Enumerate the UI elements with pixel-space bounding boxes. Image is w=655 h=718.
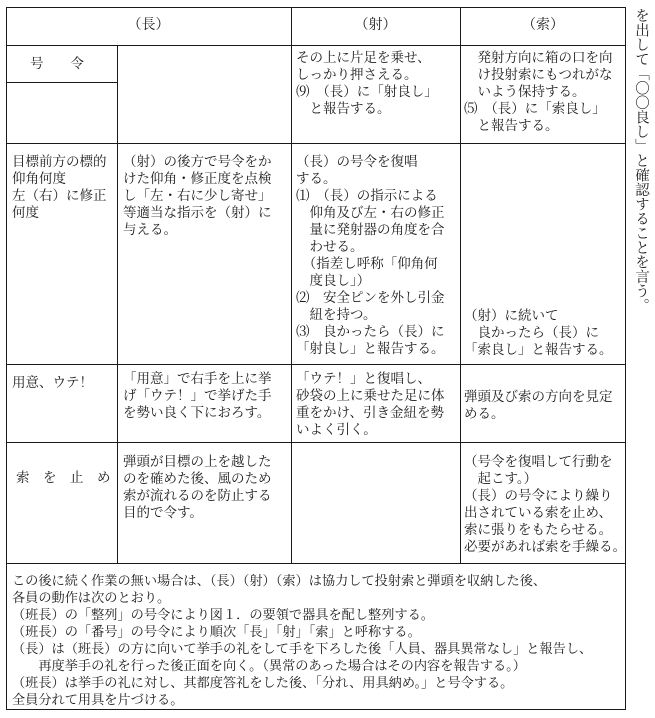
- youi-saku-text: 弾頭及び索の方向を見定 める。: [464, 389, 613, 422]
- footer-text: この後に続く作業の無い場合は、（長）（射）（索）は協力して投射索と弾頭を収納した後、 各員の動作は次のとおり。 （班長）の「整列」の号令により図１．の要領で器具を配し整列する。 （班長）の「番号」の号令により順次「長」「射」「索」と呼称する。 （長）は（班長）の方に向いて挙手の礼をして手を下ろした後「人員、器具異常なし」と報告し、 再度挙手の礼を行った後正面を向く。（異常のあった場合はその内容を報告する。） （班長）は挙手の礼に対し、其都度答礼をした後、「分れ、用具納め。」と号令する。 全員分れて用具を片づける。: [12, 574, 593, 708]
- youi-sha-text: 「ウテ！」と復唱し、 砂袋の上に乗せた足に体 重をかけ、引き金紐を勢 いよく引く。: [296, 371, 445, 438]
- rule-col1: [117, 45, 118, 563]
- mokuhyo-label: 目標前方の標的 仰角何度 左（右）に修正 何度: [12, 154, 107, 221]
- sakuwotome-label: 索 を 止 め: [16, 470, 111, 486]
- rule-header-bottom: [6, 45, 626, 46]
- youi-label: 用意、ウテ！: [12, 375, 93, 391]
- rule-col2: [291, 7, 292, 563]
- rule-gorei-split: [6, 82, 117, 83]
- mokuhyo-saku-text: （射）に続いて 良かったら（長）に 「索良し」と報告する。: [464, 308, 613, 358]
- gorei-sha-text: その上に片足を乗せ、 しっかり押さえる。 ⑼ （長）に「射良し」 と報告する。: [296, 50, 438, 117]
- youi-cho-text: 「用意」で右手を上に挙 げ「ウテ！」で挙げた手 を勢い良く下におろす。: [123, 371, 272, 421]
- sakuwotome-saku-text: （号令を復唱して行動を 起こす。） （長）の号令により繰り 出されている索を止め、 索に張りをもたらせる。 必要があれば索を手繰る。: [464, 454, 626, 555]
- header-sha: （射）: [354, 17, 397, 33]
- side-note: を出して「〇〇良し」と確認することを言う。: [633, 8, 649, 313]
- gorei-label: 号 令: [30, 56, 84, 72]
- sakuwotome-cho-text: 弾頭が目標の上を越した のを確めた後、風のため 索が流れるのを防止する 目的で令す。: [123, 454, 272, 521]
- mokuhyo-cho-text: （射）の後方で号令をか けた仰角・修正度を点検 し「左・右に少し寄せ」 等適当な指示を（射）に 与える。: [123, 154, 272, 238]
- rule-row3-bottom: [6, 442, 626, 443]
- rule-row1-bottom: [6, 143, 626, 144]
- gorei-saku-text: 発射方向に箱の口を向 け投射索にもつれがな いよう保持する。 ⑸ （長）に「索良し」 と報告する。: [464, 50, 613, 134]
- rule-row2-bottom: [6, 364, 626, 365]
- header-saku: （索）: [522, 17, 564, 33]
- rule-row4-bottom: [6, 563, 626, 564]
- mokuhyo-sha-text: （長）の号令を復唱 する。 ⑴ （長）の指示による 仰角及び左・右の修正 量に発射器の角度を合 わせる。 （指差し呼称「仰角何 度良し」） ⑵ 安全ピンを外し引金 紐を持つ。 ⑶ 良かったら（長）に 「射良し」と報告する。: [296, 154, 445, 357]
- rule-col3: [460, 7, 461, 563]
- header-cho: （長）: [127, 17, 170, 33]
